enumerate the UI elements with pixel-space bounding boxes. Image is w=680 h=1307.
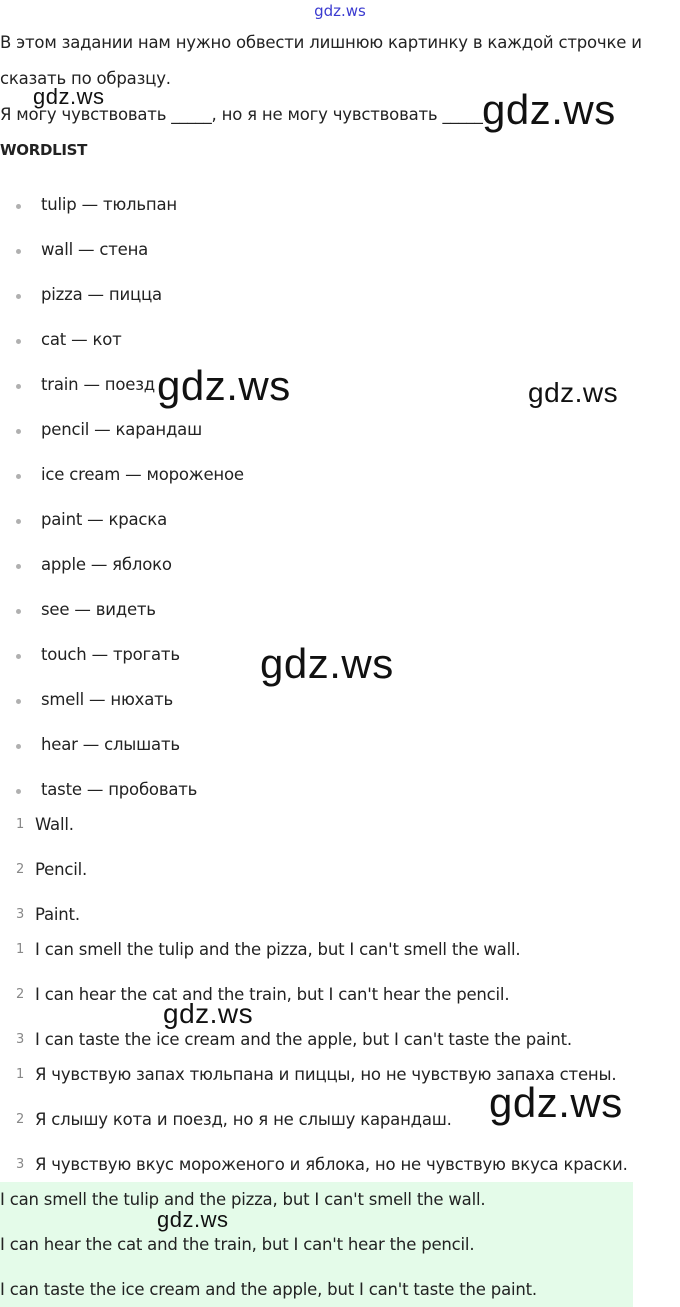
- intro-text-line-1: В этом задании нам нужно обвести лишнюю картинку в каждой строчке и: [0, 33, 642, 52]
- list-item-text: hear — слышать: [41, 735, 180, 754]
- sentence-en-text: I can taste the ice cream and the apple, but I can't taste the paint.: [35, 1030, 572, 1049]
- list-item-text: smell — нюхать: [41, 690, 174, 709]
- odd-word-text: Paint.: [35, 905, 80, 924]
- bullet-icon: [16, 474, 21, 479]
- item-number: 2: [16, 1112, 25, 1127]
- intro-template-sentence: Я могу чувствовать _____, но я не могу чувствовать _____.: [0, 105, 488, 124]
- bullet-icon: [16, 699, 21, 704]
- sentence-ru-text: Я слышу кота и поезд, но я не слышу карандаш.: [35, 1110, 452, 1129]
- list-item-text: pencil — карандаш: [41, 420, 202, 439]
- list-item-text: train — поезд: [41, 375, 156, 394]
- list-item-text: pizza — пицца: [41, 285, 162, 304]
- list-item-text: wall — стена: [41, 240, 149, 259]
- bullet-icon: [16, 789, 21, 794]
- list-item-text: touch — трогать: [41, 645, 180, 664]
- bullet-icon: [16, 519, 21, 524]
- bullet-icon: [16, 294, 21, 299]
- watermark-logo: gdz.ws: [157, 362, 291, 409]
- item-number: 1: [16, 817, 25, 832]
- bullet-icon: [16, 249, 21, 254]
- watermark-logo: gdz.ws: [157, 1207, 229, 1232]
- intro-text-line-2: сказать по образцу.: [0, 69, 171, 88]
- item-number: 2: [16, 987, 25, 1002]
- odd-word-text: Pencil.: [35, 860, 88, 879]
- item-number: 3: [16, 907, 25, 922]
- watermark-logo: gdz.ws: [33, 84, 105, 109]
- list-item-text: paint — краска: [41, 510, 167, 529]
- list-item-text: ice cream — мороженое: [41, 465, 244, 484]
- list-item-text: tulip — тюльпан: [41, 195, 178, 214]
- list-item-text: apple — яблоко: [41, 555, 172, 574]
- watermark-logo: gdz.ws: [489, 1079, 623, 1126]
- bullet-icon: [16, 339, 21, 344]
- wordlist-heading: WORDLIST: [0, 141, 88, 159]
- list-item-text: see — видеть: [41, 600, 156, 619]
- answer-line: I can taste the ice cream and the apple, but I can't taste the paint.: [0, 1280, 537, 1299]
- bullet-icon: [16, 429, 21, 434]
- list-item-text: cat — кот: [41, 330, 122, 349]
- sentence-ru-text: Я чувствую вкус мороженого и яблока, но не чувствую вкуса краски.: [35, 1155, 628, 1174]
- sentence-ru-text: Я чувствую запах тюльпана и пиццы, но не чувствую запаха стены.: [35, 1065, 617, 1084]
- answer-line: I can smell the tulip and the pizza, but I can't smell the wall.: [0, 1190, 486, 1209]
- list-item-text: taste — пробовать: [41, 780, 198, 799]
- sentence-en-text: I can smell the tulip and the pizza, but I can't smell the wall.: [35, 940, 521, 959]
- item-number: 1: [16, 1067, 25, 1082]
- watermark-logo: gdz.ws: [163, 998, 254, 1029]
- watermark-logo: gdz.ws: [482, 86, 616, 133]
- sentence-en-text: I can hear the cat and the train, but I can't hear the pencil.: [35, 985, 510, 1004]
- odd-word-text: Wall.: [35, 815, 74, 834]
- bullet-icon: [16, 609, 21, 614]
- item-number: 1: [16, 942, 25, 957]
- item-number: 3: [16, 1157, 25, 1172]
- watermark-logo: gdz.ws: [528, 377, 619, 408]
- bullet-icon: [16, 654, 21, 659]
- site-link[interactable]: gdz.ws: [314, 2, 366, 20]
- bullet-icon: [16, 564, 21, 569]
- item-number: 3: [16, 1032, 25, 1047]
- bullet-icon: [16, 204, 21, 209]
- bullet-icon: [16, 744, 21, 749]
- watermark-logo: gdz.ws: [260, 640, 394, 687]
- bullet-icon: [16, 384, 21, 389]
- answer-line: I can hear the cat and the train, but I can't hear the pencil.: [0, 1235, 475, 1254]
- item-number: 2: [16, 862, 25, 877]
